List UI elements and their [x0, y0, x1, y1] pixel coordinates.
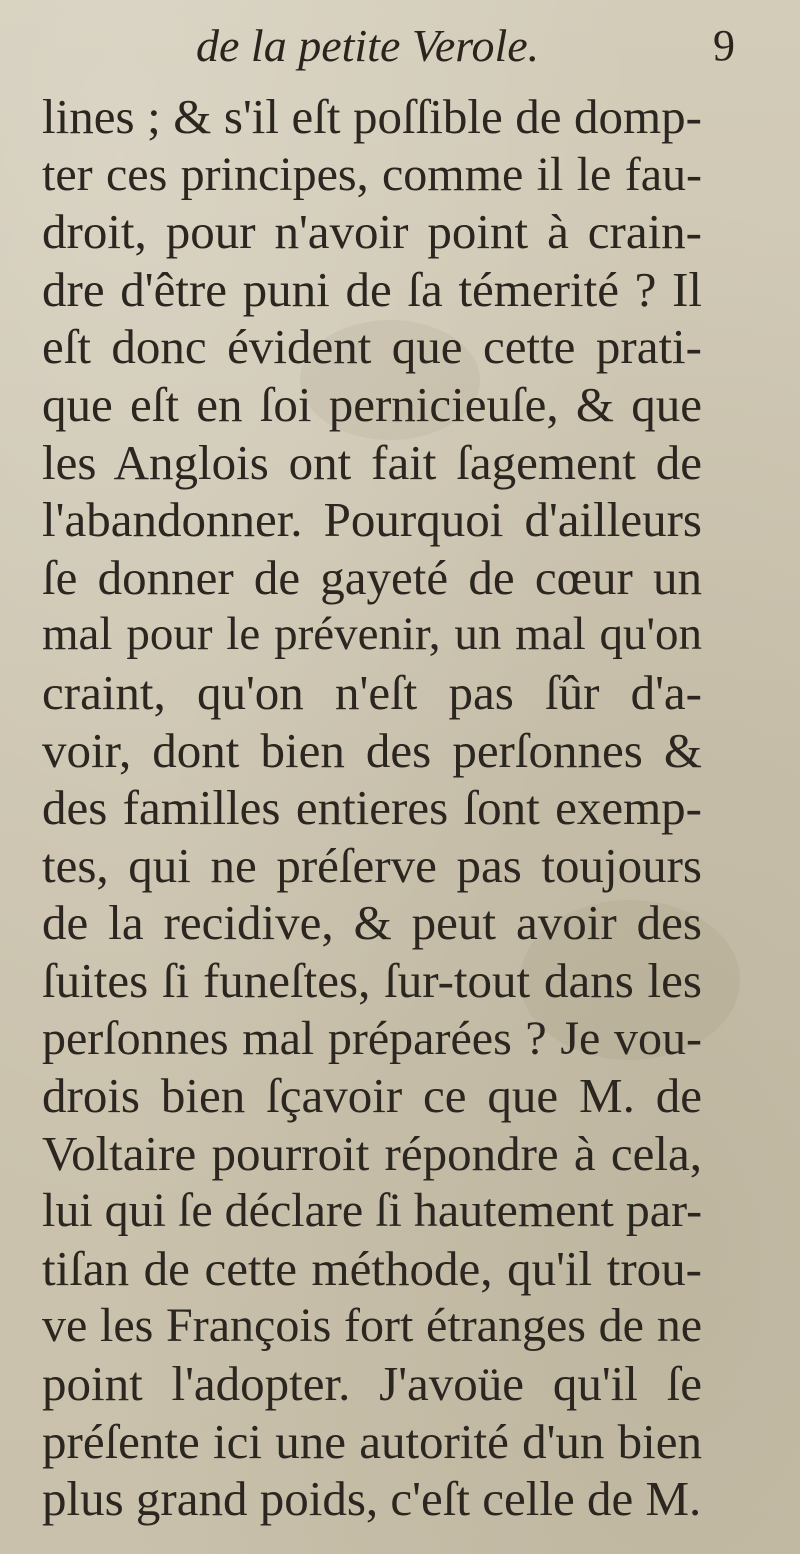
- text-line: que eſt en ſoi pernicieuſe, & que: [42, 376, 702, 432]
- text-line: dre d'être puni de ſa témerité ? Il: [42, 261, 702, 317]
- text-line: ſuites ſi funeſtes, ſur-tout dans les: [42, 952, 702, 1008]
- text-line: ve les François fort étranges de ne: [42, 1299, 702, 1353]
- text-line: ſe donner de gayeté de cœur un: [42, 549, 702, 605]
- text-line: tiſan de cette méthode, qu'il trou-: [42, 1240, 702, 1296]
- text-line: perſonnes mal préparées ? Je vou-: [42, 1011, 702, 1065]
- text-line: tes, qui ne préſerve pas toujours: [42, 837, 702, 893]
- text-line: point l'adopter. J'avoüe qu'il ſe: [42, 1356, 702, 1412]
- text-line: les Anglois ont fait ſagement de: [42, 434, 702, 490]
- text-line: drois bien ſçavoir ce que M. de: [42, 1068, 702, 1124]
- text-line: eſt donc évident que cette prati-: [42, 319, 702, 375]
- page-number: 9: [713, 21, 735, 70]
- text-line: voir, dont bien des perſonnes &: [42, 722, 702, 778]
- running-head-title: de la petite Verole.: [196, 20, 540, 71]
- text-line: préſente ici une autorité d'un bien: [42, 1413, 702, 1469]
- text-line: Voltaire pourroit répondre à cela,: [42, 1125, 702, 1181]
- text-line: craint, qu'on n'eſt pas ſûr d'a-: [42, 664, 702, 720]
- running-head: [0, 18, 800, 78]
- text-line: l'abandonner. Pourquoi d'ailleurs: [42, 492, 702, 548]
- text-line: ter ces principes, comme il le fau-: [42, 147, 702, 201]
- text-line: lines ; & s'il eſt poſſible de domp-: [42, 89, 702, 144]
- text-line: mal pour le prévenir, un mal qu'on: [42, 608, 702, 661]
- text-line: des familles entieres ſont exemp-: [42, 780, 702, 836]
- text-line: plus grand poids, c'eſt celle de M.: [42, 1471, 702, 1527]
- text-line: lui qui ſe déclare ſi hautement par-: [42, 1184, 703, 1238]
- text-line: droit, pour n'avoir point à crain-: [42, 204, 702, 260]
- text-line: de la recidive, & peut avoir des: [42, 895, 702, 951]
- body-text: [42, 88, 702, 1528]
